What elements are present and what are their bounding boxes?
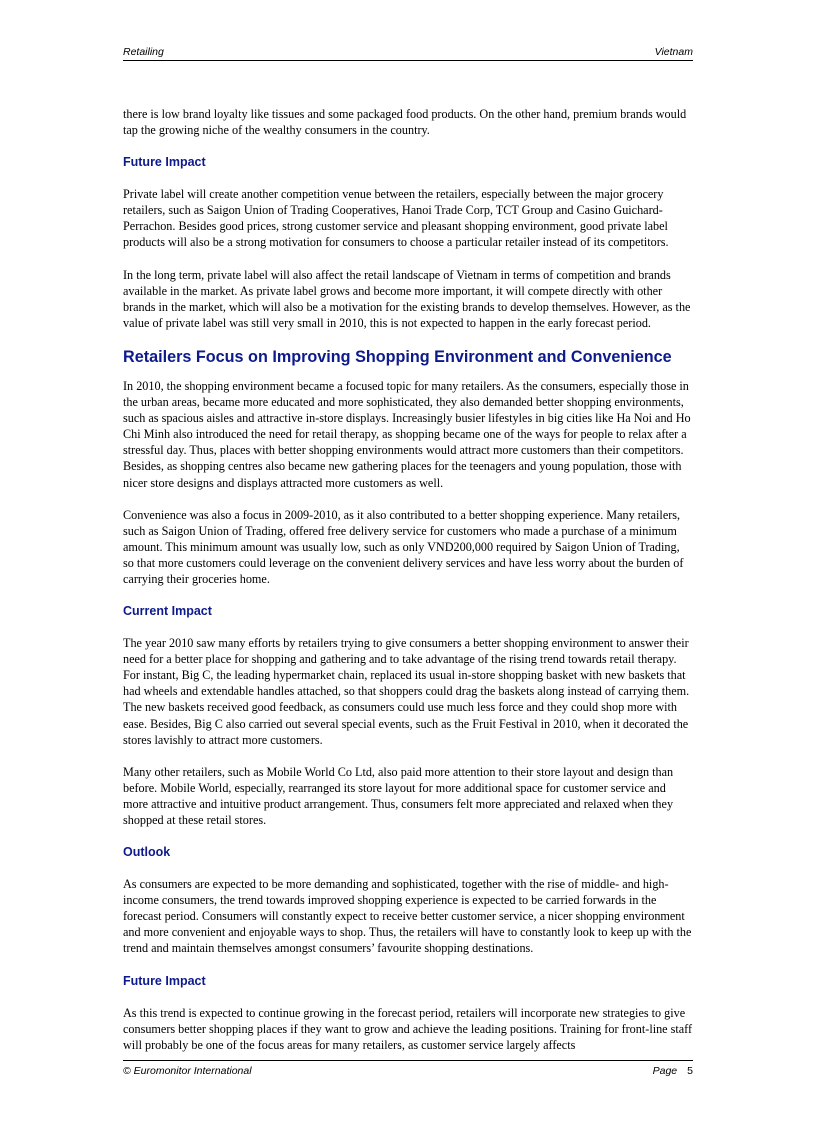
paragraph: As this trend is expected to continue growing in the forecast period, retailers will incorporate new strategies to give consumers better shopping places if they want to grow and achieve the leading positions. Training for front-line staff will probably be one of the focus areas for many retailers, as customer service largely affects xyxy=(123,1005,693,1052)
section-heading-future-impact: Future Impact xyxy=(123,155,206,170)
page-indicator xyxy=(653,1065,693,1077)
section-heading-future-impact: Future Impact xyxy=(123,973,206,988)
paragraph: Many other retailers, such as Mobile World Co Ltd, also paid more attention to their store layout and design than before. Mobile World, especially, rearranged its store layout for more additional space for customer service and more attractive and intuitive product arrangement. Thus, consumers felt more appreciated and relaxed when they shopped at these retail stores. xyxy=(123,764,674,827)
footer-copyright: © Euromonitor International xyxy=(123,1065,252,1077)
page-footer xyxy=(123,1060,693,1079)
page-body xyxy=(123,106,693,1069)
paragraph: there is low brand loyalty like tissues and some packaged food products. On the other hand, premium brands would tap the growing niche of the wealthy consumers in the country. xyxy=(123,107,687,138)
paragraph: Private label will create another competition venue between the retailers, especially between the major grocery retailers, such as Saigon Union of Trading Cooperatives, Hanoi Trade Corp, TCT Group and Casino Guichard-Perrachon. Besides good prices, strong customer service and pleasant shopping environment, good private label products will also be a strong motivation for consumers to choose a particular retailer instead of its competitors. xyxy=(123,187,669,250)
paragraph: In the long term, private label will also affect the retail landscape of Vietnam in terms of competition and brands available in the market. As private label grows and become more important, it will compete directly with other brands in the market, which will also be a motivation for the existing brands to develop themselves. However, as the value of private label was still very small in 2010, this is not expected to happen in the early forecast period. xyxy=(123,267,691,330)
page-number: 5 xyxy=(687,1065,693,1077)
section-heading-current-impact: Current Impact xyxy=(123,604,212,619)
header-section-title: Retailing xyxy=(123,46,164,58)
paragraph: In 2010, the shopping environment became a focused topic for many retailers. As the consumers, especially those in the urban areas, became more educated and more sophisticated, they also demanded better shopping environments, such as spacious aisles and attractive in-store displays. Increasingly busier lifestyles in big cities like Ha Noi and Ho Chi Minh also introduced the need for retail therapy, as shopping became one of the ways for people to relax after a stressful day. Thus, places with better shopping environments would attract more customers than their competitors. Besides, as shopping centres also became new gathering places for the teenagers and young population, those with nicer store designs and displays attracted more customers as well. xyxy=(123,378,691,490)
paragraph: The year 2010 saw many efforts by retailers trying to give consumers a better shopping environment to answer their need for a better place for shopping and gathering and to take advantage of the rising trend towards retail therapy. For instant, Big C, the leading hypermarket chain, replaced its usual in-store shopping basket with new baskets that had wheels and extendable handles attached, so that shoppers could drag the baskets along instead of carrying them. The new baskets received good feedback, as consumers could use much less force and they could shop more with ease. Besides, Big C also carried out several special events, such as the Fruit Festival in 2010, when it decorated the stores lavishly to attract more customers. xyxy=(123,636,690,747)
paragraph: As consumers are expected to be more demanding and sophisticated, together with the rise of middle- and high-income consumers, the trend towards improved shopping experience is expected to be carried forwards in the forecast period. Consumers will constantly expect to receive better customer service, a nicer shopping environment and more convenient and enjoyable ways to shop. Thus, the retailers will have to constantly look to keep up with the trend and maintain themselves amongst consumers’ favourite shopping destinations. xyxy=(123,877,692,956)
trend-heading: Retailers Focus on Improving Shopping Environment and Convenience xyxy=(123,347,672,366)
header-country: Vietnam xyxy=(654,46,693,58)
paragraph: Convenience was also a focus in 2009-2010, as it also contributed to a better shopping experience. Many retailers, such as Saigon Union of Trading, offered free delivery service for customers who made a purchase of a minimum amount. This minimum amount was usually low, such as only VND200,000 required by Saigon Union of Trading, so that more customers could leverage on the convenient delivery services and have less worry about the burden of carrying their groceries home. xyxy=(123,507,684,586)
page-label: Page xyxy=(652,1065,678,1077)
section-heading-outlook: Outlook xyxy=(123,845,171,860)
page-header xyxy=(123,44,693,61)
